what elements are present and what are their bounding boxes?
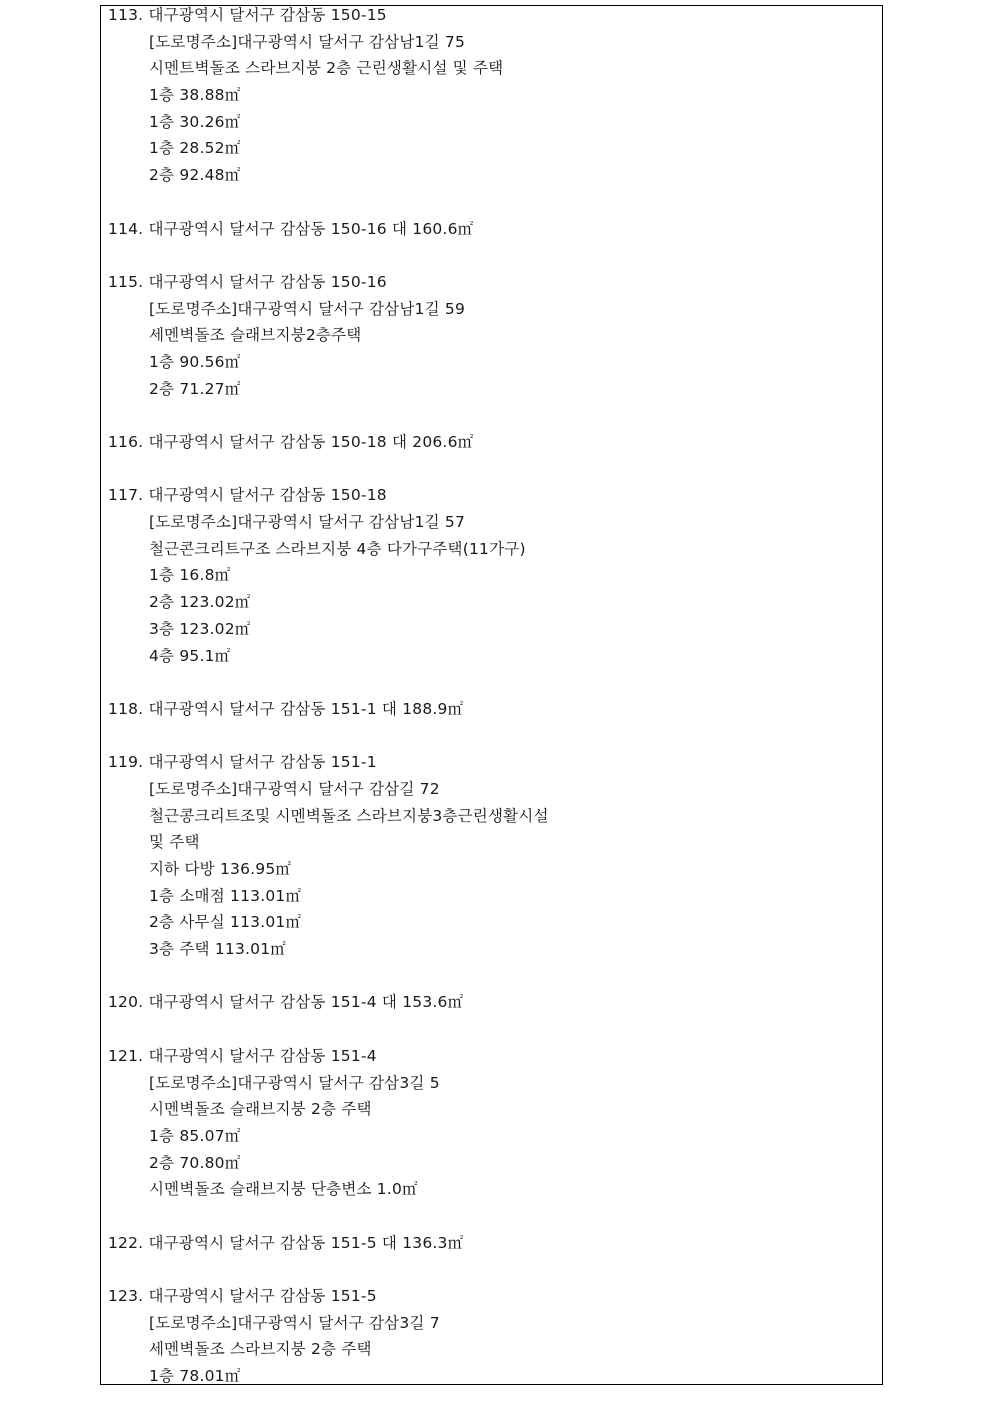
entry-detail-line: 시멘트벽돌조 스라브지붕 2층 근린생활시설 및 주택 xyxy=(149,59,504,78)
entry-detail-line: 3층 123.02㎡ xyxy=(149,619,251,638)
entry-detail-line: 1층 38.88㎡ xyxy=(149,86,241,105)
entry-spacer xyxy=(108,723,878,750)
entry-heading: 115. 대구광역시 달서구 감삼동 150-16 xyxy=(108,272,387,291)
property-entry xyxy=(108,1230,878,1283)
entry-detail-line: [도로명주소]대구광역시 달서구 감삼남1길 59 xyxy=(149,299,466,318)
property-entry xyxy=(108,1283,878,1390)
entry-spacer xyxy=(108,669,878,696)
entry-detail-line: 2층 사무실 113.01㎡ xyxy=(149,913,302,932)
entry-heading: 117. 대구광역시 달서구 감삼동 150-18 xyxy=(108,486,387,505)
entry-spacer xyxy=(108,1203,878,1230)
entry-spacer xyxy=(108,1016,878,1043)
entry-detail-line: 1층 30.26㎡ xyxy=(149,112,241,131)
entry-heading: 120. 대구광역시 달서구 감삼동 151-4 대 153.6㎡ xyxy=(108,993,464,1012)
entry-spacer xyxy=(108,456,878,483)
entry-detail-line: [도로명주소]대구광역시 달서구 감삼남1길 57 xyxy=(149,513,466,532)
entry-spacer xyxy=(108,242,878,269)
entry-heading: 119. 대구광역시 달서구 감삼동 151-1 xyxy=(108,753,377,772)
entry-detail-line: 1층 28.52㎡ xyxy=(149,139,241,158)
property-entry xyxy=(108,989,878,1042)
entry-heading: 113. 대구광역시 달서구 감삼동 150-15 xyxy=(108,6,387,24)
entry-detail-line: 철근콩크리트조및 시멘벽돌조 스라브지붕3층근린생활시설 xyxy=(149,806,549,825)
property-entry xyxy=(108,696,878,749)
entry-detail-line: 2층 71.27㎡ xyxy=(149,379,241,398)
entry-heading: 121. 대구광역시 달서구 감삼동 151-4 xyxy=(108,1046,377,1065)
entry-detail-line: 시멘벽돌조 슬래브지붕 단층변소 1.0㎡ xyxy=(149,1180,418,1199)
entry-detail-line: 2층 70.80㎡ xyxy=(149,1153,241,1172)
entry-detail-line: 지하 다방 136.95㎡ xyxy=(149,860,292,878)
property-list xyxy=(108,2,878,1390)
entry-heading: 122. 대구광역시 달서구 감삼동 151-5 대 136.3㎡ xyxy=(108,1233,464,1252)
entry-detail-line: [도로명주소]대구광역시 달서구 감삼길 72 xyxy=(149,779,440,798)
entry-detail-line: 1층 소매점 113.01㎡ xyxy=(149,886,302,905)
entry-spacer xyxy=(108,1256,878,1283)
entry-detail-line: 철근콘크리트구조 스라브지붕 4층 다가구주택(11가구) xyxy=(149,539,526,558)
property-entry xyxy=(108,482,878,696)
entry-detail-line: 2층 123.02㎡ xyxy=(149,593,251,612)
entry-heading: 116. 대구광역시 달서구 감삼동 150-18 대 206.6㎡ xyxy=(108,433,474,451)
entry-detail-line: 세멘벽돌조 스라브지붕 2층 주택 xyxy=(149,1340,372,1359)
entry-detail-line: 1층 85.07㎡ xyxy=(149,1126,241,1145)
entry-detail-line: [도로명주소]대구광역시 달서구 감삼3길 7 xyxy=(149,1313,440,1332)
property-entry xyxy=(108,749,878,989)
entry-detail-line: 3층 주택 113.01㎡ xyxy=(149,940,286,959)
property-entry xyxy=(108,1043,878,1230)
entry-detail-line: 4층 95.1㎡ xyxy=(149,646,231,665)
entry-heading: 114. 대구광역시 달서구 감삼동 150-16 대 160.6㎡ xyxy=(108,219,474,238)
entry-spacer xyxy=(108,402,878,429)
entry-detail-line: [도로명주소]대구광역시 달서구 감삼남1길 75 xyxy=(149,32,466,51)
entry-detail-line: 및 주택 xyxy=(149,833,200,852)
entry-heading: 123. 대구광역시 달서구 감삼동 151-5 xyxy=(108,1287,377,1305)
entry-detail-line: 1층 90.56㎡ xyxy=(149,352,241,371)
entry-detail-line: 2층 92.48㎡ xyxy=(149,166,241,185)
property-entry xyxy=(108,429,878,482)
property-entry xyxy=(108,2,878,216)
entry-spacer xyxy=(108,189,878,216)
entry-detail-line: 1층 16.8㎡ xyxy=(149,566,231,585)
entry-detail-line: 시멘벽돌조 슬래브지붕 2층 주택 xyxy=(149,1100,372,1119)
entry-detail-line: 세멘벽돌조 슬래브지붕2층주택 xyxy=(149,326,362,345)
property-entry xyxy=(108,269,878,429)
entry-spacer xyxy=(108,963,878,990)
entry-heading: 118. 대구광역시 달서구 감삼동 151-1 대 188.9㎡ xyxy=(108,699,464,718)
entry-detail-line: 1층 78.01㎡ xyxy=(149,1367,241,1386)
entry-detail-line: [도로명주소]대구광역시 달서구 감삼3길 5 xyxy=(149,1073,440,1092)
property-entry xyxy=(108,216,878,269)
